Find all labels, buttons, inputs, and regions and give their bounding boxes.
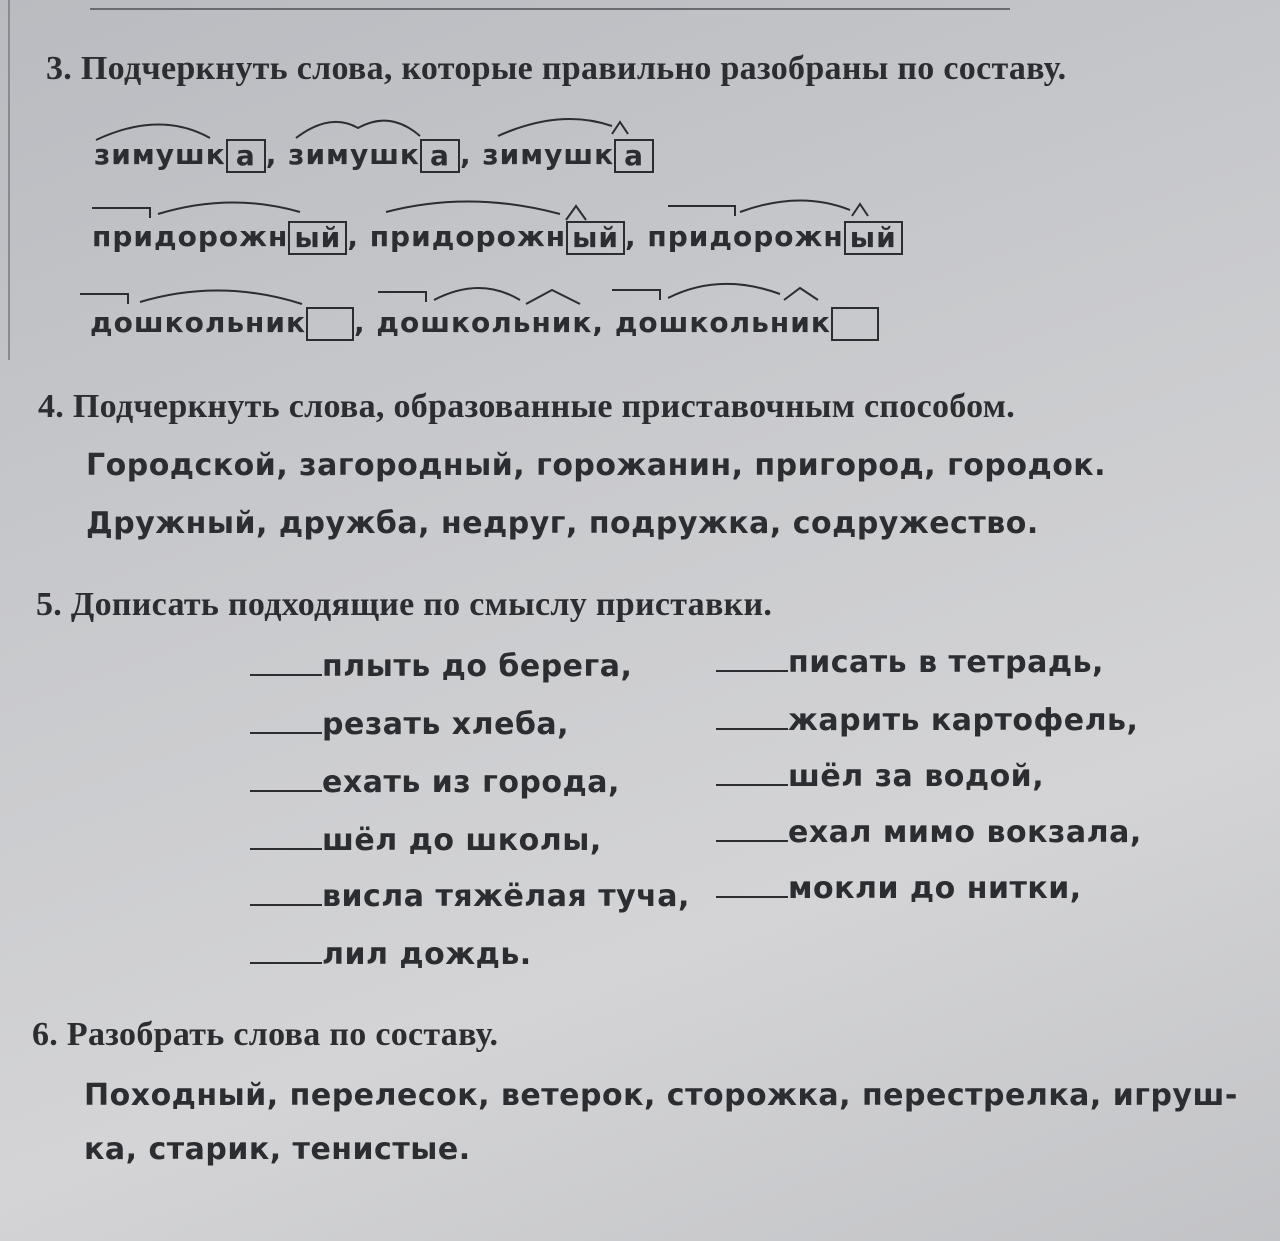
task4-line1: Городской, загородный, горожанин, пригород, городок. xyxy=(86,448,1107,483)
blank-line[interactable] xyxy=(716,758,788,786)
root-arc xyxy=(386,201,560,214)
task5-left-2: резать хлеба, xyxy=(250,706,569,742)
task5-right-5: мокли до нитки, xyxy=(716,870,1082,906)
blank-line[interactable] xyxy=(250,648,322,676)
prefix-mark xyxy=(92,208,150,218)
task6-line2: ка, старик, тенистые. xyxy=(84,1132,471,1167)
ending-box: ый xyxy=(566,221,625,255)
task4-heading: 4. Подчеркнуть слова, образованные приставочным способом. xyxy=(38,388,1016,425)
task6-heading: 6. Разобрать слова по составу. xyxy=(32,1016,499,1053)
root-arc xyxy=(740,200,850,212)
task5-right-2: жарить картофель, xyxy=(716,702,1138,738)
ending-box: ый xyxy=(844,221,903,255)
prefix-mark xyxy=(668,206,735,216)
task5-right-1: писать в тетрадь, xyxy=(716,644,1104,680)
task5-right-4: ехал мимо вокзала, xyxy=(716,814,1142,850)
word-root: дошкольник xyxy=(376,306,593,339)
root-arc xyxy=(140,290,302,304)
root-arc xyxy=(668,284,780,298)
ending-box: ый xyxy=(288,221,347,255)
blank-line[interactable] xyxy=(716,644,788,672)
task5-right-3: шёл за водой, xyxy=(716,758,1044,794)
blank-line[interactable] xyxy=(716,814,788,842)
task3-row1: зимушк а , зимушк а , зимушк а xyxy=(94,138,654,173)
task5-left-1: плыть до берега, xyxy=(250,648,632,684)
word-root: дошкольник xyxy=(614,306,831,339)
blank-line[interactable] xyxy=(716,870,788,898)
root-arc xyxy=(296,121,420,138)
blank-line[interactable] xyxy=(250,936,322,964)
suffix-mark xyxy=(526,290,580,304)
suffix-mark xyxy=(784,288,818,300)
root-arc xyxy=(498,119,612,136)
blank-line[interactable] xyxy=(250,878,322,906)
task3-row3: дошкольник , дошкольник, дошкольник xyxy=(90,306,879,341)
ending-box: а xyxy=(226,139,266,173)
prefix-mark xyxy=(612,290,660,300)
word-root: дошкольник xyxy=(90,306,307,339)
word-root: придорожн xyxy=(369,220,567,253)
task5-heading: 5. Дописать подходящие по смыслу приставки. xyxy=(36,586,773,623)
suffix-mark xyxy=(566,206,586,220)
task6-line1: Походный, перелесок, ветерок, сторожка, перестрелка, игруш- xyxy=(84,1078,1238,1113)
word-root: придорожн xyxy=(647,220,844,253)
suffix-mark xyxy=(852,204,868,216)
ending-box: а xyxy=(614,139,654,173)
blank-line[interactable] xyxy=(250,706,322,734)
root-arc xyxy=(434,288,520,300)
blank-line[interactable] xyxy=(250,822,322,850)
word-root: зимушк xyxy=(288,138,420,171)
word-root: зимушк xyxy=(94,138,226,171)
task4-line2: Дружный, дружба, недруг, подружка, содружество. xyxy=(86,506,1039,541)
task3-row2: придорожн ый , придорожн ый , придорожн ый xyxy=(92,220,903,255)
root-arc xyxy=(96,124,210,140)
prefix-mark xyxy=(80,294,128,304)
task5-left-6: лил дождь. xyxy=(250,936,532,972)
task3-heading: 3. Подчеркнуть слова, которые правильно разобраны по составу. xyxy=(46,50,1067,87)
task5-left-3: ехать из города, xyxy=(250,764,620,800)
task5-left-4: шёл до школы, xyxy=(250,822,602,858)
ending-box: а xyxy=(420,139,460,173)
word-root: придорожн xyxy=(92,220,289,253)
blank-line[interactable] xyxy=(250,764,322,792)
word-root: зимушк xyxy=(482,138,615,171)
root-arc xyxy=(158,202,300,214)
blank-line[interactable] xyxy=(716,702,788,730)
suffix-mark xyxy=(612,122,628,134)
task5-left-5: висла тяжёлая туча, xyxy=(250,878,690,914)
prefix-mark xyxy=(378,292,426,302)
